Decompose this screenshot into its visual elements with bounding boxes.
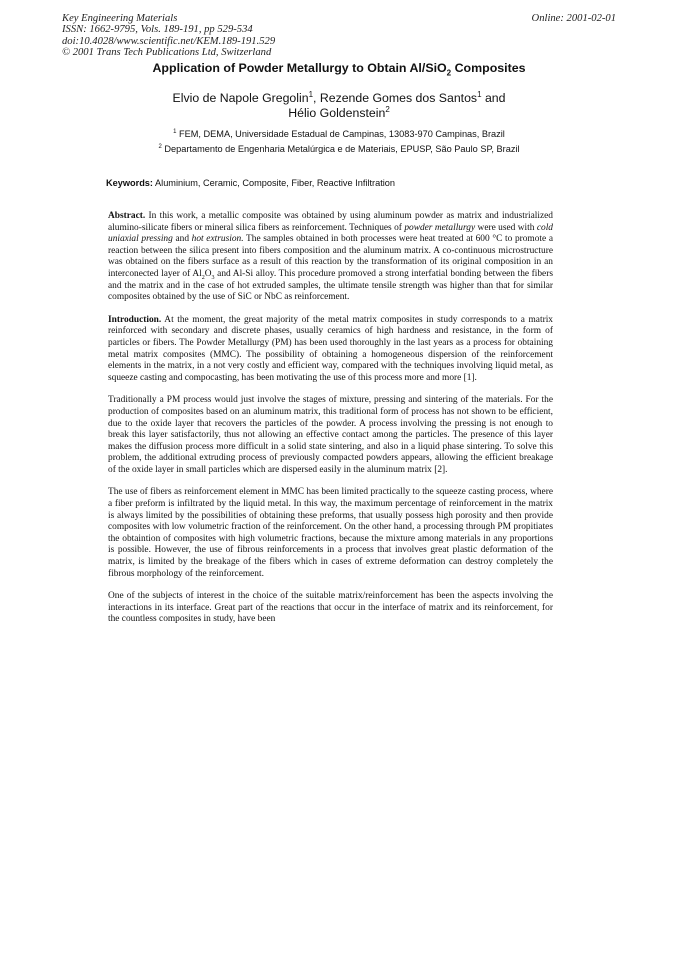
author-name: Elvio de Napole Gregolin bbox=[172, 91, 309, 105]
introduction-paragraph-1 bbox=[108, 315, 553, 385]
affiliation-number: 2 bbox=[158, 143, 162, 150]
title-subscript: 2 bbox=[446, 68, 452, 78]
title-text: Application of Powder Metallurgy to Obtain Al/SiO bbox=[152, 61, 447, 75]
affiliation-marker: 1 bbox=[308, 89, 314, 99]
affiliation-text: FEM, DEMA, Universidade Estadual de Campinas, 13083-970 Campinas, Brazil bbox=[176, 129, 505, 139]
affiliation-text: Departamento de Engenharia Metalúrgica e de Materiais, EPUSP, São Paulo SP, Brazil bbox=[161, 144, 520, 154]
abstract-label: Abstract. bbox=[108, 211, 146, 221]
abstract-text: were used with bbox=[475, 222, 537, 233]
abstract-emphasis: hot extrusion. bbox=[191, 234, 244, 245]
introduction-label: Introduction. bbox=[108, 314, 162, 325]
abstract-text: In this work, a metallic composite was obtained by using aluminum powder as matrix and industrialized alumino-silicate fibers or mineral silica fibers as reinforcement. Techniques of bbox=[108, 211, 553, 233]
keywords-label: Keywords: bbox=[106, 178, 153, 188]
abstract-text: O bbox=[204, 268, 212, 279]
author-name: Hélio Goldenstein bbox=[288, 106, 386, 120]
affiliation-1 bbox=[0, 127, 678, 142]
introduction-paragraph-3: The use of fibers as reinforcement element in MMC has been limited practically to the squeeze casting process, where a fiber preform is infiltrated by the liquid metal. In this way, the maximum percentage of reinforcement in the matrix is always limited by the possibilities of obtaining these preforms, that usually possess high porosity and then provide composites with low volumetric fraction of the reinforcement. On the other hand, a processing through PM propitiates the obtaintion of composites with high volumetric fractions, because the mixture among materials in any proportions is possible. However, the use of fibrous reinforcements in a process that involves great plastic deformation of the matrix, is limited by the breakage of the fibers which in cases of extreme deformation can destroy completely the fibrous morphology of the reinforcement. bbox=[108, 487, 553, 579]
doi-line: doi:10.4028/www.scientific.net/KEM.189-191.529 bbox=[62, 35, 276, 47]
abstract-text: and bbox=[172, 234, 192, 245]
issn-line: ISSN: 1662-9795, Vols. 189-191, pp 529-534 bbox=[62, 24, 253, 36]
author-line-2 bbox=[0, 106, 678, 121]
copyright-line: © 2001 Trans Tech Publications Ltd, Switzerland bbox=[62, 47, 272, 59]
abstract-text: and Al-Si alloy. This procedure promoved a strong interfatial bonding between the fibers and the matrix and in the case of hot extruded samples, the ultimate tensile strength was higher than that for similar composites obtained by the use of SiC or NbC as reinforcement. bbox=[108, 268, 553, 303]
affiliation-marker: 1 bbox=[477, 89, 482, 99]
paper-title bbox=[0, 61, 678, 78]
abstract-emphasis: cold uniaxial pressing bbox=[108, 222, 553, 245]
author-conjunction: and bbox=[481, 91, 506, 105]
keywords bbox=[106, 177, 586, 189]
abstract-emphasis: powder metallurgy bbox=[404, 222, 476, 233]
title-text-end: Composites bbox=[451, 61, 526, 75]
paragraph-text: At the moment, the great majority of the metal matrix composites in study corresponds to a matrix reinforced with secondary and discrete phases, usually ceramics of high hardness and resistance, in the form of particles or fibers. The Powder Metallurgy (PM) has been used thoroughly in the last years as a process for obtaining metal matrix composites (MMC). The possibility of obtaining a homogeneous dispersion of the reinforcement elements in the matrix, in a not very costly and efficient way, compared with the techniques involving liquid metal, as squeeze casting and compocasting, has been motivating the use of this process more and more [1]. bbox=[108, 314, 553, 383]
author-list bbox=[0, 91, 678, 121]
affiliation-number: 1 bbox=[173, 128, 177, 135]
formula-subscript: 3 bbox=[211, 274, 215, 281]
abstract-paragraph bbox=[108, 211, 553, 304]
journal-name: Key Engineering Materials bbox=[62, 13, 178, 24]
formula-subscript: 2 bbox=[201, 274, 205, 281]
introduction-paragraph-2: Traditionally a PM process would just involve the stages of mixture, pressing and sintering of the materials. For the production of composites based on an aluminum matrix, this traditional form of process has not shown to be efficient, due to the oxide layer that recovers the particles of the powder. A process involving the pressing is not enough to break this layer satisfactorily, thus not allowing an effective contact among the particles. The presence of this layer makes the diffusion process more difficult in a solid state sintering, and also in a liquid phase sintering. To solve this problem, the additional extruding process of previously compacted powders appears, allowing the efficient breakage of the oxide layer in small particles which are dispersed easily in the aluminum matrix [2]. bbox=[108, 395, 553, 475]
affiliation-2 bbox=[0, 142, 678, 157]
keywords-text: Aluminium, Ceramic, Composite, Fiber, Reactive Infiltration bbox=[152, 178, 396, 188]
journal-header bbox=[62, 13, 392, 59]
author-name: , Rezende Gomes dos Santos bbox=[313, 91, 478, 105]
affiliation-marker: 2 bbox=[385, 104, 390, 114]
article-body bbox=[108, 211, 553, 637]
author-line-1 bbox=[0, 91, 678, 106]
online-date: Online: 2001-02-01 bbox=[531, 13, 616, 24]
abstract-text: The samples obtained in both processes were heat treated at 600 °C to promote a reaction between the silica present into fibers composition and the aluminum matrix. A co-continuous microstructure was obtained on the fibers surface as a result of this reaction by the transformation of its original composition in an interconected layer of Al bbox=[108, 234, 553, 279]
affiliation-list bbox=[0, 127, 678, 157]
introduction-paragraph-4: One of the subjects of interest in the choice of the suitable matrix/reinforcement has been the aspects involving the interactions in its interface. Great part of the reactions that occur in the interface of matrix and its reinforcement, for the countless composites in study, have been bbox=[108, 591, 553, 625]
